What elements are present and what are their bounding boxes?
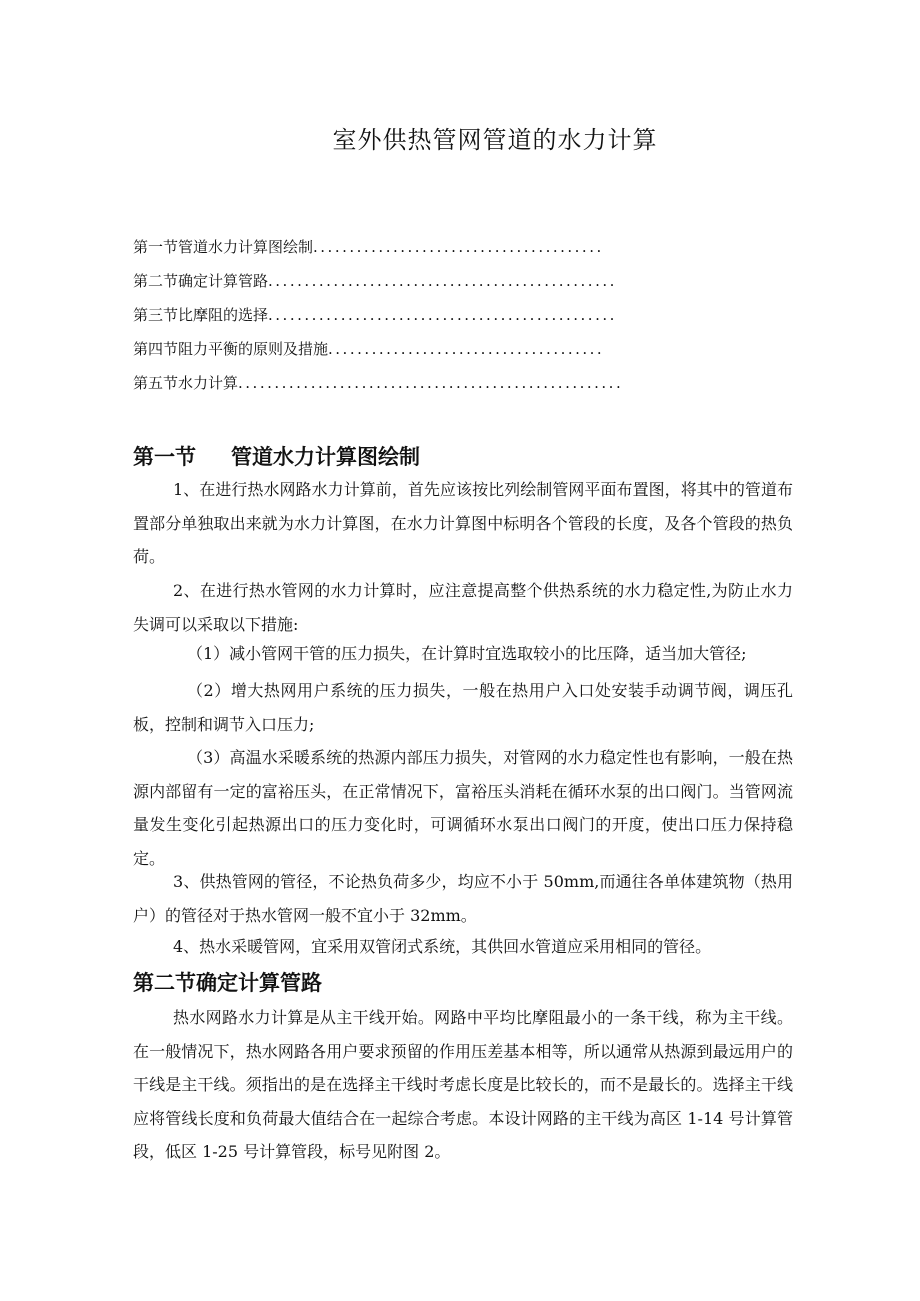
section-1-title: 管道水力计算图绘制 — [231, 445, 420, 469]
section-1-paragraph-4: 4、热水采暖管网，宜采用双管闭式系统，其供回水管道应采用相同的管径。 — [173, 937, 712, 956]
toc-entry-label: 第四节阻力平衡的原则及措施 — [133, 340, 329, 358]
toc-entry-3[interactable] — [133, 304, 617, 325]
toc-entry-2[interactable] — [133, 270, 617, 291]
toc-entry-4[interactable] — [133, 338, 604, 359]
toc-entry-label: 第一节管道水力计算图绘制 — [133, 238, 314, 256]
toc-entry-label: 第三节比摩阻的选择 — [133, 306, 269, 324]
toc-entry-1[interactable] — [133, 236, 604, 257]
section-1-paragraph-1: 1、在进行热水网路水力计算前，首先应该按比列绘制管网平面布置图，将其中的管道布置部分单独取出来就为水力计算图，在水力计算图中标明各个管段的长度，及各个管段的热负荷。 — [133, 480, 793, 566]
toc-leader-dots: ................................................ — [268, 306, 617, 324]
toc-entry-5[interactable] — [133, 372, 623, 393]
section-1-paragraph-2: 2、在进行热水管网的水力计算时，应注意提高整个供热系统的水力稳定性,为防止水力失调可以采取以下措施: — [133, 581, 793, 634]
toc-entry-label: 第二节确定计算管路 — [133, 272, 269, 290]
section-2-heading: 第二节确定计算管路 — [133, 971, 322, 995]
document-title: 室外供热管网管道的水力计算 — [332, 126, 658, 154]
section-2-paragraph-1: 热水网路水力计算是从主干线开始。网路中平均比摩阻最小的一条干线，称为主干线。在一般情况下，热水网路各用户要求预留的作用压差基本相等，所以通常从热源到最远用户的干线是主干线。须指出的是在选择主干线时考虑长度是比较长的，而不是最长的。选择主干线应将管线长度和负荷最大值结合在一起综合考虑。本设计网路的主干线为高区 1-14 号计算管段，低区 1-25 号计算管段，标号见附图 2。 — [133, 1008, 793, 1161]
section-1-heading — [133, 441, 420, 471]
toc-leader-dots: ................................................ — [268, 272, 617, 290]
section-1-number: 第一节 — [133, 445, 196, 469]
toc-leader-dots: ..................................................... — [238, 374, 624, 392]
measure-item-2: （2）增大热网用户系统的压力损失，一般在热用户入口处安装手动调节阀，调压孔板，控制和调节入口压力; — [133, 681, 793, 734]
toc-leader-dots: ...................................... — [328, 340, 605, 358]
measure-item-1: （1）减小管网干管的压力损失，在计算时宜选取较小的比压降，适当加大管径; — [187, 644, 747, 663]
measure-item-3: （3）高温水采暖系统的热源内部压力损失，对管网的水力稳定性也有影响，一般在热源内部留有一定的富裕压头，在正常情况下，富裕压头消耗在循环水泵的出口阀门。当管网流量发生变化引起热源出口的压力变化时，可调循环水泵出口阀门的开度，使出口压力保持稳定。 — [133, 748, 793, 868]
section-1-paragraph-3: 3、供热管网的管径，不论热负荷多少，均应不小于 50mm,而通往各单体建筑物（热用户）的管径对于热水管网一般不宜小于 32mm。 — [133, 872, 793, 925]
toc-entry-label: 第五节水力计算 — [133, 374, 239, 392]
toc-leader-dots: ........................................ — [313, 238, 604, 256]
